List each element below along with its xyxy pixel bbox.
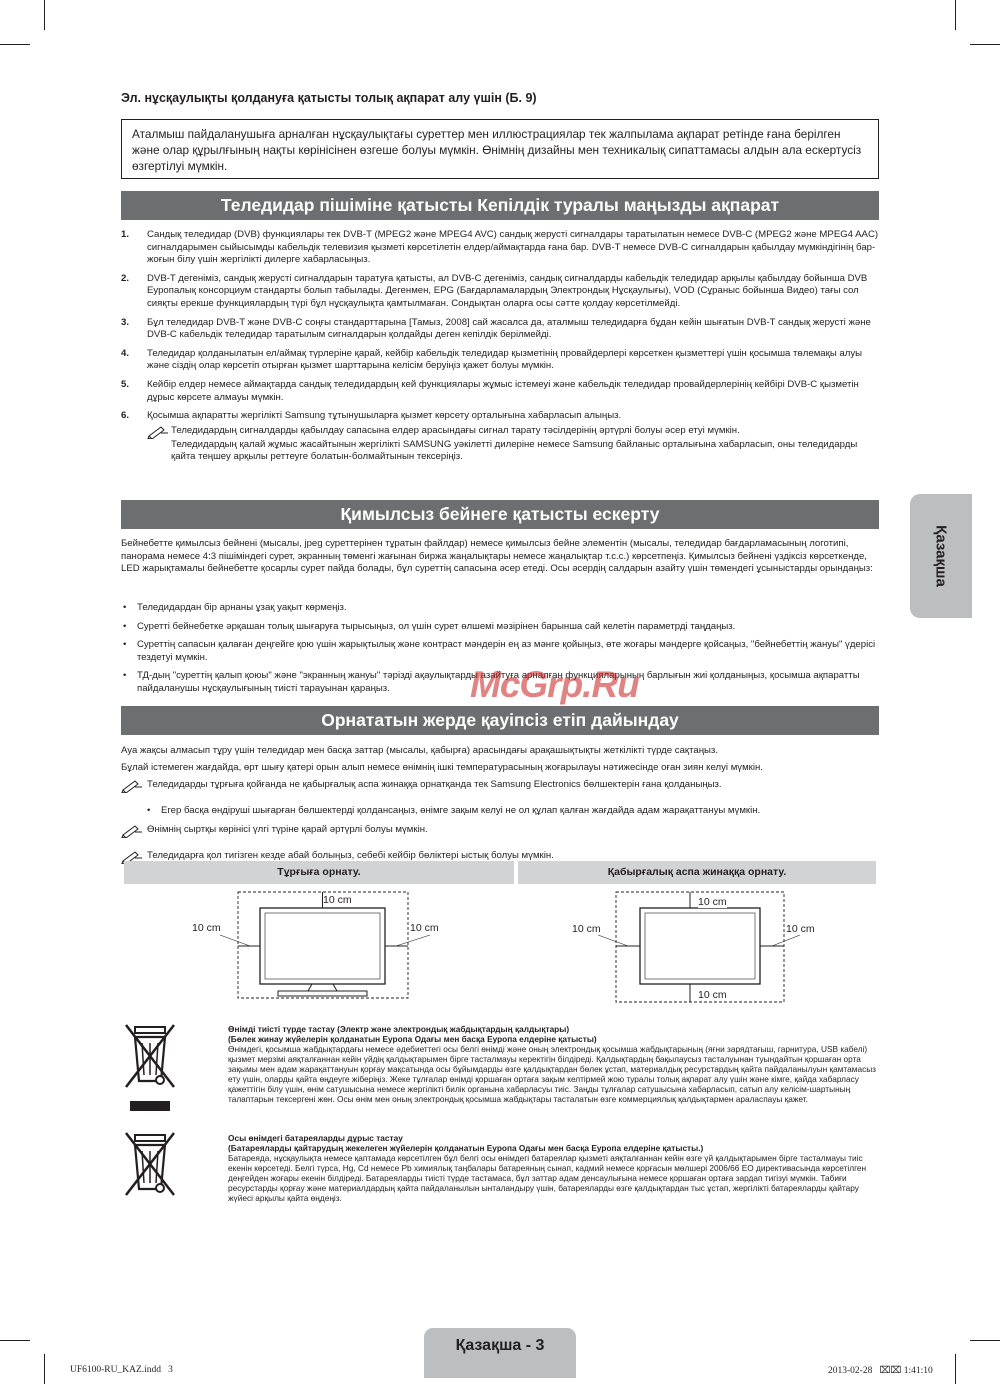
note-text: Теледидардың қалай жұмыс жасайтынын жергілікті SAMSUNG уәкілетті дилеріне немесе Samsung байланыс орталығына хабарласып, оны теледидарды қайта теңшеу арқылы реттеуге болатын-болмайтынын тексеріңіз. [171, 438, 858, 463]
item-text: Қосымша ақпаратты жергілікті Samsung тұтынушыларға қызмет көрсету орталығына хабарласып алыңыз. [147, 410, 622, 422]
item-number: 4. [121, 347, 130, 359]
wall-tv-illustration [570, 888, 820, 1008]
item-number: 3. [121, 316, 130, 328]
note [121, 779, 881, 798]
watermark: McGrp.Ru [470, 664, 639, 705]
item-text: DVB-T дегеніміз, сандық жерусті сигналдарын таратуға қатысты, ал DVB-C дегеніміз, сандық сигналдарды кабельдік теледидар арқылы қабылдау бойынша DVB Еуропалық консорциум стандарты болып табылады. Дегенмен, EPG (Бағдарламалардың Электрондық Нұсқаулығы), VOD (Сұраныс бойынша Видео) тағы сол сияқты ерекше функциялардың түрі бұл нұсқаулықта қамтылмаған. Сондықтан оларға осы сәтте қолдау көрсетілмейді. [147, 272, 868, 309]
item-text: Теледидар қолданылатын ел/аймақ түрлеріне қарай, кейбір кабельдік теледидар қызметінің провайдерлері көрсеткен қызметтері үшін қосымша төлемақы алуы және сіздің олар көрсетіп отырған қызмет шарттарына келісім беруіңіз қажет болуы мүмкін. [147, 347, 863, 372]
note-pencil-icon [121, 824, 147, 843]
item-text: Бұл теледидар DVB-T және DVB-C соңғы стандарттарына [Тамыз, 2008] сай жасалса да, аталмыш теледидарға бұдан кейін шығатын DVB-T сандық жерусті және DVB-C кабельдік теледидар таратылым сигналдарын қолдайды деген кепілдік берілмейді. [147, 316, 871, 341]
note [121, 425, 879, 439]
illustration-notice: Аталмыш пайдаланушыға арналған нұсқаулықтағы суреттер мен иллюстрациялар тек жалпылама ақпарат ретінде ғана берілген және олар құрылғының нақты көрінісінен өзгеше болуы мүмкін. Өнімнің дизайны мен техникалық сипаттамасы алдын ала ескертусіз өзгертілуі мүмкін. [121, 119, 879, 179]
crop-mark [0, 44, 30, 45]
clearance-top-label: 10 cm [698, 896, 727, 908]
item-text: Сандық теледидар (DVB) функциялары тек DVB-T (MPEG2 және MPEG4 AVC) сандық жерусті сигналдары таратылатын немесе DVB-C (MPEG2 және MPEG4 AAC) сигналдарымен сыйысымды кабельдік телевизия қызметі көрсетілетін елдер/аймақтарда ғана бар. DVB-T немесе DVB-C сигналдарын қабылдау мүмкіндігінің бар-жоғын білу үшін жергілікті дилерге хабарласыңыз. [147, 229, 879, 266]
bullet: • [123, 602, 127, 613]
battery-body: Батареяда, нұсқаулықта немесе қаптамада көрсетілген бұл белгі осы өнімдегі батареялар қызметі аяқталғаннан кейін өзге үй қалдықтарымен бірге тасталмауы тиіс екенін көрсетеді. Белгі түрса, Hg, Cd немесе Pb химиялық таңбалары батареяның сынап, кадмий немесе қорғасын мөлшері 2006/66 ЕО директивасында көрсетілген деңгейден жоғары екенін білдіреді. Батареяларды тиісті түрде тастамаса, бұл заттар адам денсаулығына немесе қоршаған ортаға зардап тигізуі мүмкін. Табиғи ресурстарды қорғау және материалдардың қайта пайдаланылын ынталандыру үшін, батареяларды өзге қалдықтардан тыс ұстап, жергілікті батареяларды қайтару жүйесі арқылы қайта өңдеңіз. [228, 1153, 867, 1203]
list-item [121, 317, 879, 342]
crossed-bin-icon [122, 1023, 178, 1120]
item-number: 2. [121, 272, 130, 284]
stand-tv-illustration [190, 888, 450, 1003]
list-item [121, 410, 879, 423]
bullet: • [123, 639, 127, 651]
weee-title: Өнімді тиісті түрде тастау (Электр және электрондық жабдықтардың қалдықтары) [228, 1024, 570, 1034]
crop-mark [970, 1340, 1000, 1341]
note-text: Теледидарға қол тигізген кезде абай болыңыз, себебі кейбір бөліктері ыстық болуы мүмкін. [147, 849, 554, 861]
item-text: Кейбір елдер немесе аймақтарда сандық теледидардың кей функциялары жұмыс істемеуі және кабельдік теледидар провайдерлерінің кейбірі DVB-C қызметін дұрыс көрсете алмауы мүмкін. [147, 378, 859, 403]
list-item [121, 273, 879, 311]
tip-text: Теледидардан бір арнаны ұзақ уақыт көрмеңіз. [137, 602, 347, 613]
stand-install-heading: Тұрғыға орнату. [124, 861, 514, 884]
crop-mark [955, 0, 956, 30]
e-manual-heading: Эл. нұсқаулықты қолдануға қатысты толық ақпарат алу үшін (Б. 9) [121, 91, 537, 105]
clearance-left-label: 10 cm [192, 922, 221, 934]
crop-mark [44, 0, 45, 30]
tip-text: Суретті бейнебетке әрқашан толық шығаруға тырысыңыз, ол үшін сурет өлшемі мәзірінен барынша сай келетін параметрді таңдаңыз. [137, 620, 736, 632]
clearance-left-label: 10 cm [572, 923, 601, 935]
warranty-list [121, 229, 879, 464]
list-item [121, 348, 879, 373]
clearance-bottom-label: 10 cm [698, 989, 727, 1001]
crossed-battery-bin-icon [122, 1131, 178, 1202]
wall-install-heading: Қабырғалық аспа жинаққа орнату. [518, 861, 876, 884]
list-item [121, 805, 881, 818]
note-text: Өнімнің сыртқы көрінісі үлгі түріне қарай әртүрлі болуы мүмкін. [147, 824, 428, 836]
footer-file-name: UF6100-RU_KAZ.indd 3 [70, 1365, 173, 1375]
battery-disposal-text [228, 1133, 878, 1203]
item-number: 1. [121, 229, 130, 240]
weee-body: Өнімдегі, қосымша жабдықтардағы немесе әдебиеттегі осы белгі өнімді және оның электрондық қосымша жабдықтарының (яғни зарядтағыш, гарнитура, USB кабелі) қызмет мерзімі аяқталғаннан кейін үйдің қалдықтарымен бірге тасталмауы керектігін білдіреді. Қалдықтардың бақылаусыз тасталуынан туындайтын қоршаған орта зақымы мен адам жарақаттануын қорғау мақсатында осы бұйымдарды өзге қалдықтардан бөлек ұстап, материалдық ресурстардың қайта пайдаланылуын қамтамасыз ету үшін, оларды қайта өңдеуге жіберіңіз. Жеке тұлғалар өнімді қоршаған ортаға зақым келтірмей жою туралы толық ақпарат алу үшін және кімге, қайда хабарласу қажеттігін білу үшін, өнім сатушысына немесе жергілікті билік органына хабарласуы тиіс. Заңды тұлғалар сатушысына хабарласып, сатып алу келісім-шартының талаптарын тексергені жөн. Осы өнім мен оның электрондық қосымша жабдықтары тасталатын өзге коммерциялық қалдықтармен араласпауы қажет. [228, 1044, 876, 1104]
still-image-intro: Бейнебетте қимылсыз бейнені (мысалы, jpeg суреттерінен тұратын файлдар) немесе қимылсыз бейне элементін (мысалы, теледидар бағдарламасының логотипі, панорама немесе 4:3 пішіміндегі сурет, экранның төменгі жағынан биржа жаңалықтары немесе жаңалықтар т.с.с.) көрсетпеңіз. Қимылсыз бейнені үздіксіз көрсеткенде, LED жарықтамалы бейнебетте қосарлы сурет пайда болады, бұл суреттің сапасына әсер етеді. Осы әсердің салдарын азайту үшін төмендегі ұсыныстарды орындаңыз: [121, 538, 873, 575]
warranty-section-title: Теледидар пішіміне қатысты Кепілдік туралы маңызды ақпарат [121, 191, 879, 220]
crop-mark [955, 1354, 956, 1384]
language-side-tab [910, 494, 972, 618]
weee-disposal-text [228, 1024, 878, 1104]
tip-text: ТД-дың "суреттің қалып қоюы" және "экранның жануы" тәрізді ақаулықтарды азайтуға арналған функцияларының барлығын жиі қолданыңыз, қосымша ақпаратты пайдаланушы нұсқаулығының тиісті тарауынан қараңыз. [137, 670, 860, 694]
installation-line: Ауа жақсы алмасып тұру үшін теледидар мен басқа заттар (мысалы, қабырға) арасындағы арақашықтықты жеткілікті түрде сақтаңыз. [121, 745, 718, 756]
list-item [121, 602, 881, 615]
crop-mark [970, 44, 1000, 45]
item-number: 6. [121, 410, 130, 422]
list-item [121, 621, 881, 634]
weee-subtitle: (Бөлек жинау жүйелерін қолданатын Еуропа Одағы мен басқа Еуропа елдеріне қатысты) [228, 1034, 597, 1044]
installation-line: Бұлай істемеген жағдайда, өрт шығу қатері орын алып немесе өнімнің ішкі температурасының жоғарылауы нәтижесінде оған зиян келуі мүмкін. [121, 761, 763, 773]
note [121, 824, 881, 843]
sub-bullet-text: Егер басқа өндіруші шығарған бөлшектерді қолдансаңыз, өнімге зақым келуі не ол құлап қалған жағдайда адам жарақаттануы мүмкін. [161, 804, 761, 816]
list-item [121, 379, 879, 404]
stand-clearance-diagram [190, 888, 450, 1003]
tip-text: Суреттің сапасын қалаған деңгейге қою үшін жарықтылық және контраст мәндерін ең аз мәнге қойыңыз, өте жоғары мәндерге қойсаңыз, "бейнебеттің жануы" үдерісі тездетуі мүмкін. [137, 639, 876, 663]
clearance-right-label: 10 cm [786, 923, 815, 935]
clearance-top-label: 10 cm [323, 894, 352, 906]
note-pencil-icon [121, 779, 147, 798]
battery-title: Осы өнімдегі батареяларды дұрыс тастау [228, 1133, 403, 1143]
page-number-tab: Қазақша - 3 [424, 1328, 576, 1378]
battery-subtitle: (Батареяларды қайтарудың жекелеген жүйелерін қолданатын Еуропа Одағы мен басқа Еуропа елдеріне қатысты.) [228, 1143, 704, 1153]
item-number: 5. [121, 378, 130, 390]
bullet: • [123, 670, 127, 682]
still-image-section-title: Қимылсыз бейнеге қатысты ескерту [121, 500, 879, 529]
list-item [121, 229, 879, 267]
bullet: • [147, 804, 151, 816]
crop-mark [0, 1340, 30, 1341]
wall-clearance-diagram [570, 888, 820, 1008]
installation-section-title: Орнататын жерде қауіпсіз етіп дайындау [121, 706, 879, 735]
list-item [121, 639, 881, 664]
note-pencil-icon [147, 425, 171, 439]
footer-timestamp: 2013-02-28 ⌧⌧ 1:41:10 [828, 1366, 933, 1376]
language-tab-label: Қазақша [932, 525, 950, 587]
installation-text [121, 745, 881, 876]
clearance-right-label: 10 cm [410, 922, 439, 934]
crop-mark [44, 1354, 45, 1384]
note-text: Теледидардың сигналдарды қабылдау сапасына елдер арасындағы сигнал тарату тәсілдерінің әртүрлі болуы әсер етуі мүмкін. [171, 424, 740, 436]
note-text: Теледидарды тұрғыға қойғанда не қабырғалық аспа жинаққа орнатқанда тек Samsung Electronics бөлшектерін ғана қолданыңыз. [147, 779, 722, 791]
bullet: • [123, 620, 127, 632]
